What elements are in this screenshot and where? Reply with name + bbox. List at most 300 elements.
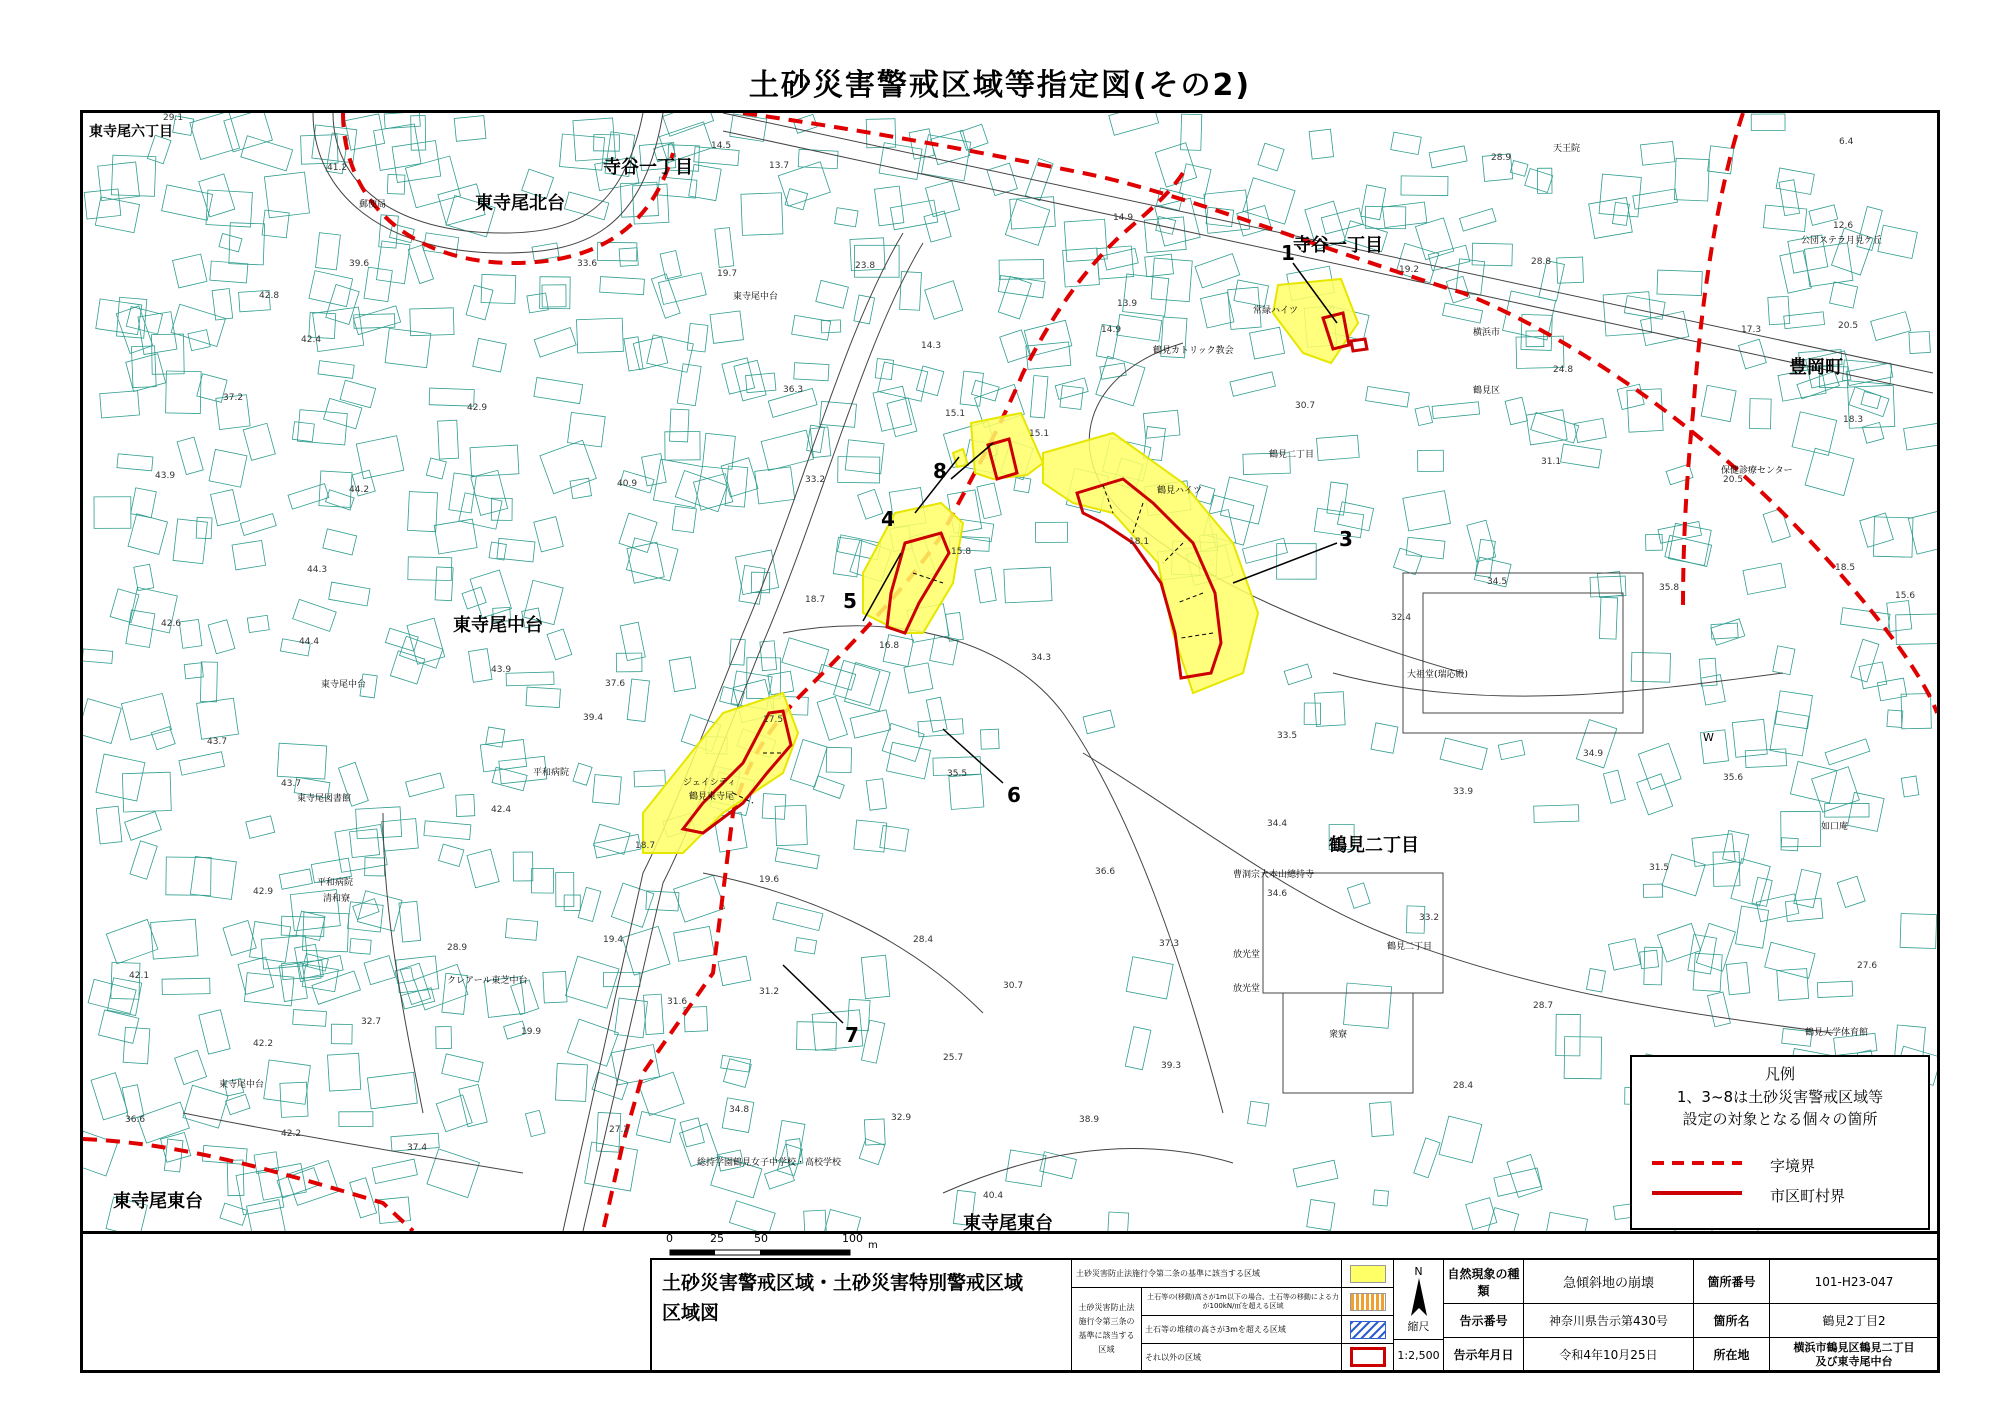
elevation-label: 19.4 xyxy=(603,935,624,945)
elevation-label: 34.6 xyxy=(1267,889,1288,899)
building-footprint xyxy=(1895,1025,1926,1059)
elevation-label: 31.6 xyxy=(667,997,688,1007)
elevation-label: 15.1 xyxy=(1029,429,1050,439)
building-footprint xyxy=(390,651,425,684)
building-footprint xyxy=(94,497,131,529)
building-footprint xyxy=(739,565,765,604)
building-footprint xyxy=(573,763,592,785)
criteria-b1-swatch-cell xyxy=(1342,1288,1394,1316)
building-footprint xyxy=(123,1027,150,1064)
building-footprint xyxy=(249,922,290,963)
building-footprint xyxy=(687,323,708,352)
elevation-label: 34.9 xyxy=(1583,749,1604,759)
building-footprint xyxy=(1344,983,1392,1028)
building-footprint xyxy=(206,190,252,227)
phenomenon-value: 急傾斜地の崩壊 xyxy=(1524,1260,1694,1304)
elevation-label: 37.6 xyxy=(605,679,626,689)
building-footprint xyxy=(117,454,153,471)
building-footprint xyxy=(795,938,817,954)
building-footprint xyxy=(288,484,329,509)
elevation-label: 31.1 xyxy=(1541,457,1562,467)
building-footprint xyxy=(1195,254,1240,288)
building-footprint xyxy=(134,564,154,590)
elevation-label: 18.3 xyxy=(1843,415,1864,425)
elevation-label: 28.7 xyxy=(1533,1001,1554,1011)
zone-number-7: 7 xyxy=(845,1023,859,1047)
building-footprint xyxy=(925,281,963,320)
elevation-label: 43.9 xyxy=(491,665,512,675)
building-footprint xyxy=(1293,1160,1338,1187)
elevation-label: 41.2 xyxy=(327,163,348,173)
building-footprint xyxy=(1779,180,1800,216)
building-footprint xyxy=(674,875,725,922)
building-footprint xyxy=(1443,303,1483,323)
building-footprint xyxy=(866,779,886,811)
site-no-value: 101-H23-047 xyxy=(1770,1260,1938,1304)
elevation-label: 14.3 xyxy=(921,341,942,351)
building-footprint xyxy=(1723,831,1749,864)
building-footprint xyxy=(1440,738,1487,770)
elevation-label: 30.7 xyxy=(1295,401,1316,411)
building-footprint xyxy=(367,1072,417,1108)
facility-label: 保健診療センター xyxy=(1721,466,1793,476)
building-footprint xyxy=(1250,327,1285,359)
facility-label: 東寺尾図書館 xyxy=(297,794,352,804)
building-footprint xyxy=(1851,639,1879,682)
building-footprint xyxy=(639,1072,685,1115)
building-footprint xyxy=(1674,158,1709,201)
building-footprint xyxy=(492,767,527,791)
building-footprint xyxy=(1531,413,1579,444)
notice-date-label: 告示年月日 xyxy=(1444,1338,1524,1371)
building-footprint xyxy=(184,663,203,679)
building-footprint xyxy=(975,567,997,603)
elevation-label: 33.2 xyxy=(1419,913,1440,923)
site-name-label: 箇所名 xyxy=(1694,1304,1770,1338)
building-footprint xyxy=(166,857,211,895)
building-footprint xyxy=(137,1102,189,1143)
building-footprint xyxy=(775,805,807,845)
building-footprint xyxy=(1487,1208,1519,1231)
building-footprint xyxy=(1467,520,1496,562)
elevation-label: 27.6 xyxy=(1857,961,1878,971)
building-footprint xyxy=(1036,522,1068,542)
building-footprint xyxy=(1005,199,1049,245)
criteria-a: 土砂災害防止法施行令第二条の基準に該当する区域 xyxy=(1072,1260,1342,1288)
building-footprint xyxy=(1024,320,1072,356)
building-footprint xyxy=(1315,692,1346,727)
building-footprint xyxy=(164,1139,183,1172)
building-footprint xyxy=(227,1160,244,1196)
building-footprint xyxy=(878,362,928,401)
building-footprint xyxy=(761,430,813,470)
elevation-label: 42.9 xyxy=(253,887,274,897)
building-footprint xyxy=(1243,538,1288,563)
building-footprint xyxy=(1432,402,1479,419)
building-footprint xyxy=(396,956,439,993)
facility-label: 曹洞宗大本山總持寺 xyxy=(1233,870,1315,880)
elevation-label: 19.6 xyxy=(759,875,780,885)
scale-tick-50: 50 xyxy=(754,1232,768,1245)
building-footprint xyxy=(526,687,560,708)
criteria-b-head-line: 施行令第三条の xyxy=(1078,1317,1135,1326)
building-footprint xyxy=(1781,811,1821,847)
building-footprint xyxy=(1860,513,1894,547)
building-footprint xyxy=(1534,805,1579,823)
building-footprint xyxy=(353,899,379,920)
building-footprint xyxy=(723,1059,751,1088)
building-footprint xyxy=(110,589,139,623)
building-footprint xyxy=(226,1094,250,1114)
building-footprint xyxy=(838,457,880,483)
town-label: 豊岡町 xyxy=(1789,357,1843,378)
building-footprint xyxy=(998,276,1031,319)
building-footprint xyxy=(689,165,722,201)
building-footprint xyxy=(900,272,922,311)
building-footprint xyxy=(382,819,419,851)
notice-date-value: 令和4年10月25日 xyxy=(1524,1338,1694,1371)
building-footprint xyxy=(1391,132,1422,154)
building-footprint xyxy=(1401,176,1448,196)
building-footprint xyxy=(1371,723,1398,753)
building-footprint xyxy=(1609,939,1641,970)
building-footprint xyxy=(1658,521,1702,543)
building-footprint xyxy=(694,474,733,511)
building-footprint xyxy=(647,335,694,373)
building-footprint xyxy=(1014,477,1031,493)
building-footprint xyxy=(1403,491,1451,531)
building-footprint xyxy=(406,773,444,797)
building-footprint xyxy=(1862,422,1883,443)
building-footprint xyxy=(674,926,715,961)
facility-label: 清和寮 xyxy=(323,894,351,904)
building-footprint xyxy=(1383,202,1427,228)
building-footprint xyxy=(1309,129,1333,159)
building-footprint xyxy=(1731,859,1770,906)
building-footprint xyxy=(345,114,385,150)
building-footprint xyxy=(1123,274,1169,316)
building-footprint xyxy=(96,754,145,801)
building-footprint xyxy=(861,955,889,999)
elevation-label: 32.7 xyxy=(361,1017,382,1027)
town-label: 寺谷一丁目 xyxy=(1293,235,1383,256)
building-footprint xyxy=(1510,161,1528,177)
location-value-line1: 横浜市鶴見区鶴見二丁目 xyxy=(1793,1340,1915,1354)
building-footprint xyxy=(1507,1154,1542,1197)
building-footprint xyxy=(1763,205,1806,231)
facility-label: クレアール東芝中台 xyxy=(447,976,528,986)
building-footprint xyxy=(1143,410,1180,438)
building-footprint xyxy=(95,197,139,233)
building-footprint xyxy=(804,1210,827,1231)
building-footprint xyxy=(329,582,370,606)
building-footprint xyxy=(190,113,240,160)
elevation-label: 33.2 xyxy=(805,475,826,485)
building-footprint xyxy=(1307,1200,1335,1231)
building-footprint xyxy=(356,807,402,839)
elevation-label: 19.9 xyxy=(521,1027,542,1037)
building-footprint xyxy=(615,998,648,1038)
building-footprint xyxy=(981,729,1000,749)
building-footprint xyxy=(1711,619,1745,645)
notice-no-label: 告示番号 xyxy=(1444,1304,1524,1338)
building-footprint xyxy=(374,124,421,171)
site-name-value: 鶴見2丁目2 xyxy=(1770,1304,1938,1338)
elevation-label: 42.1 xyxy=(129,971,150,981)
orange-swatch xyxy=(1350,1293,1386,1311)
legend-city-label: 市区町村界 xyxy=(1770,1187,1846,1205)
building-footprint xyxy=(183,1085,228,1128)
scale-tick-25: 25 xyxy=(710,1232,724,1245)
building-footprint xyxy=(389,224,414,243)
scale-label: 縮尺 xyxy=(1407,1320,1430,1333)
building-footprint xyxy=(1711,623,1738,639)
building-footprint xyxy=(1825,739,1870,765)
building-footprint xyxy=(243,423,275,460)
building-footprint xyxy=(566,956,619,1008)
site-no-label: 箇所番号 xyxy=(1694,1260,1770,1304)
building-footprint xyxy=(350,829,380,858)
building-footprint xyxy=(364,267,392,301)
town-label: 東寺尾中台 xyxy=(453,615,543,636)
building-footprint xyxy=(1777,969,1809,1001)
elevation-label: 6.4 xyxy=(1839,137,1854,147)
building-footprint xyxy=(1439,1116,1482,1163)
building-footprint xyxy=(424,821,471,840)
building-footprint xyxy=(1775,691,1812,729)
info-title-line2: 区域図 xyxy=(662,1302,720,1324)
elevation-label: 34.3 xyxy=(1031,653,1052,663)
building-footprint xyxy=(1849,387,1889,417)
building-footprint xyxy=(171,304,225,346)
building-footprint xyxy=(1848,792,1884,831)
criteria-b-head xyxy=(1072,1288,1142,1371)
elevation-label: 35.8 xyxy=(1659,583,1680,593)
building-footprint xyxy=(930,635,958,665)
elevation-label: 36.3 xyxy=(783,385,804,395)
elevation-label: 35.5 xyxy=(947,769,968,779)
elevation-label: 37.2 xyxy=(223,393,244,403)
facility-label: 大祖堂(瑞応殿) xyxy=(1407,670,1469,680)
building-footprint xyxy=(1109,113,1159,135)
building-footprint xyxy=(1612,202,1629,225)
red-outline-swatch xyxy=(1350,1347,1386,1367)
building-footprint xyxy=(303,912,349,952)
building-footprint xyxy=(414,964,468,1010)
building-footprint xyxy=(1643,884,1662,897)
building-footprint xyxy=(1843,360,1892,384)
building-footprint xyxy=(83,649,113,664)
building-footprint xyxy=(106,919,158,963)
building-footprint xyxy=(100,391,140,418)
scale-tick-100: 100 xyxy=(842,1232,863,1245)
building-footprint xyxy=(405,156,460,208)
building-footprint xyxy=(844,663,890,712)
building-footprint xyxy=(1144,217,1186,253)
building-footprint xyxy=(1107,1212,1128,1231)
building-footprint xyxy=(1230,372,1276,396)
building-footprint xyxy=(1406,537,1445,558)
building-footprint xyxy=(1370,1102,1394,1137)
building-footprint xyxy=(1597,572,1621,598)
building-footprint xyxy=(1830,282,1858,308)
north-arrow-icon xyxy=(1409,1278,1429,1318)
building-footprint xyxy=(1220,477,1267,524)
elevation-label: 40.4 xyxy=(983,1191,1004,1201)
building-footprint xyxy=(200,662,217,702)
building-footprint xyxy=(339,1112,373,1127)
building-footprint xyxy=(864,1119,885,1145)
building-footprint xyxy=(1006,1150,1046,1187)
building-footprint xyxy=(918,719,964,737)
building-footprint xyxy=(644,994,664,1034)
building-footprint xyxy=(1638,743,1681,789)
building-footprint xyxy=(312,971,361,1004)
building-footprint xyxy=(651,274,680,318)
elevation-label: 28.8 xyxy=(1531,257,1552,267)
building-footprint xyxy=(151,727,175,750)
building-footprint xyxy=(1546,1212,1588,1231)
building-footprint xyxy=(669,409,688,442)
building-footprint xyxy=(949,774,984,809)
building-footprint xyxy=(1304,703,1320,725)
building-footprint xyxy=(859,1139,885,1165)
elevation-label: 28.9 xyxy=(1491,153,1512,163)
elevation-label: 15.1 xyxy=(945,409,966,419)
elevation-label: 39.6 xyxy=(349,259,370,269)
building-footprint xyxy=(1765,942,1815,978)
building-footprint xyxy=(1460,209,1497,232)
building-footprint xyxy=(427,1149,480,1198)
building-footprint xyxy=(473,338,506,372)
facility-label: 鶴見大学体育館 xyxy=(1805,1028,1869,1038)
building-footprint xyxy=(166,371,201,414)
elevation-label: 44.3 xyxy=(307,565,328,575)
building-footprint xyxy=(816,280,849,308)
building-footprint xyxy=(1418,450,1444,471)
elevation-label: 34.5 xyxy=(1487,577,1508,587)
location-value-line2: 及び東寺尾中台 xyxy=(1815,1354,1893,1368)
building-footprint xyxy=(1841,608,1891,631)
building-footprint xyxy=(765,1166,795,1189)
building-footprint xyxy=(1525,169,1553,193)
building-footprint xyxy=(1861,392,1881,409)
building-footprint xyxy=(1617,384,1644,409)
building-footprint xyxy=(247,615,269,632)
building-footprint xyxy=(399,901,421,942)
building-footprint xyxy=(593,775,622,805)
building-footprint xyxy=(729,1201,775,1231)
building-footprint xyxy=(211,490,240,526)
building-footprint xyxy=(555,1063,587,1101)
building-footprint xyxy=(1901,694,1931,729)
building-footprint xyxy=(292,422,314,442)
building-footprint xyxy=(199,174,235,217)
elevation-label: 12.6 xyxy=(1833,221,1854,231)
elevation-label: 30.7 xyxy=(1003,981,1024,991)
facility-label: 鶴見カトリック教会 xyxy=(1153,346,1234,356)
legend xyxy=(1630,1055,1930,1230)
building-footprint xyxy=(125,812,162,841)
building-footprint xyxy=(882,723,924,761)
building-footprint xyxy=(173,519,207,564)
building-footprint xyxy=(534,378,583,404)
elevation-label: 37.3 xyxy=(1159,939,1180,949)
building-footprint xyxy=(636,1112,675,1143)
building-footprint xyxy=(1466,1198,1497,1230)
building-footprint xyxy=(293,599,337,631)
elevation-label: 42.6 xyxy=(161,619,182,629)
elevation-label: 34.8 xyxy=(729,1105,750,1115)
criteria-b2-swatch-cell xyxy=(1342,1316,1394,1344)
building-footprint xyxy=(1644,947,1663,985)
building-footprint xyxy=(680,1118,704,1147)
building-footprint xyxy=(531,868,553,893)
building-footprint xyxy=(604,972,640,986)
building-footprint xyxy=(1640,950,1659,969)
building-footprint xyxy=(564,192,608,220)
building-footprint xyxy=(241,136,293,171)
facility-label: 東寺尾中台 xyxy=(219,1080,265,1090)
building-footprint xyxy=(926,697,947,732)
building-footprint xyxy=(1498,740,1525,760)
building-footprint xyxy=(1373,1190,1389,1206)
building-footprint xyxy=(328,1053,361,1091)
building-footprint xyxy=(722,358,755,394)
criteria-b-head-line: 基準に該当する xyxy=(1078,1331,1135,1340)
building-footprint xyxy=(319,471,352,508)
building-footprint xyxy=(438,420,459,459)
criteria-a-swatch-cell xyxy=(1342,1260,1394,1288)
elevation-label: 31.5 xyxy=(1649,863,1670,873)
elevation-label: 15.8 xyxy=(951,547,972,557)
facility-label: 鶴見区 xyxy=(1473,386,1501,396)
zone-3-yellow xyxy=(1043,433,1258,693)
building-footprint xyxy=(626,538,678,581)
facility-label: 公団ステラ月見ケ丘 xyxy=(1801,236,1882,246)
building-footprint xyxy=(1125,1027,1151,1070)
building-footprint xyxy=(1901,776,1919,797)
building-footprint xyxy=(861,1020,884,1063)
building-footprint xyxy=(96,806,122,844)
facility-label: 平和病院 xyxy=(317,878,354,888)
building-footprint xyxy=(627,679,649,722)
building-footprint xyxy=(197,698,239,739)
building-footprint xyxy=(208,620,235,654)
building-footprint xyxy=(1100,363,1127,379)
building-footprint xyxy=(1794,869,1821,907)
building-footprint xyxy=(408,492,438,532)
building-footprint xyxy=(467,849,499,888)
elevation-label: 32.9 xyxy=(891,1113,912,1123)
elevation-label: 23.8 xyxy=(855,261,876,271)
elevation-label: 18.1 xyxy=(1129,537,1150,547)
building-footprint xyxy=(387,174,405,194)
building-footprint xyxy=(547,629,572,660)
building-footprint xyxy=(1859,662,1887,689)
elevation-label: 28.4 xyxy=(1453,1081,1474,1091)
building-footprint xyxy=(854,295,875,324)
building-footprint xyxy=(293,1010,327,1027)
building-footprint xyxy=(1472,243,1512,266)
building-footprint xyxy=(792,315,831,340)
elevation-label: 42.8 xyxy=(259,291,280,301)
building-footprint xyxy=(122,772,171,812)
north-label: N xyxy=(1414,1265,1423,1278)
building-footprint xyxy=(525,1110,545,1136)
building-footprint xyxy=(297,410,347,445)
building-footprint xyxy=(534,327,576,357)
